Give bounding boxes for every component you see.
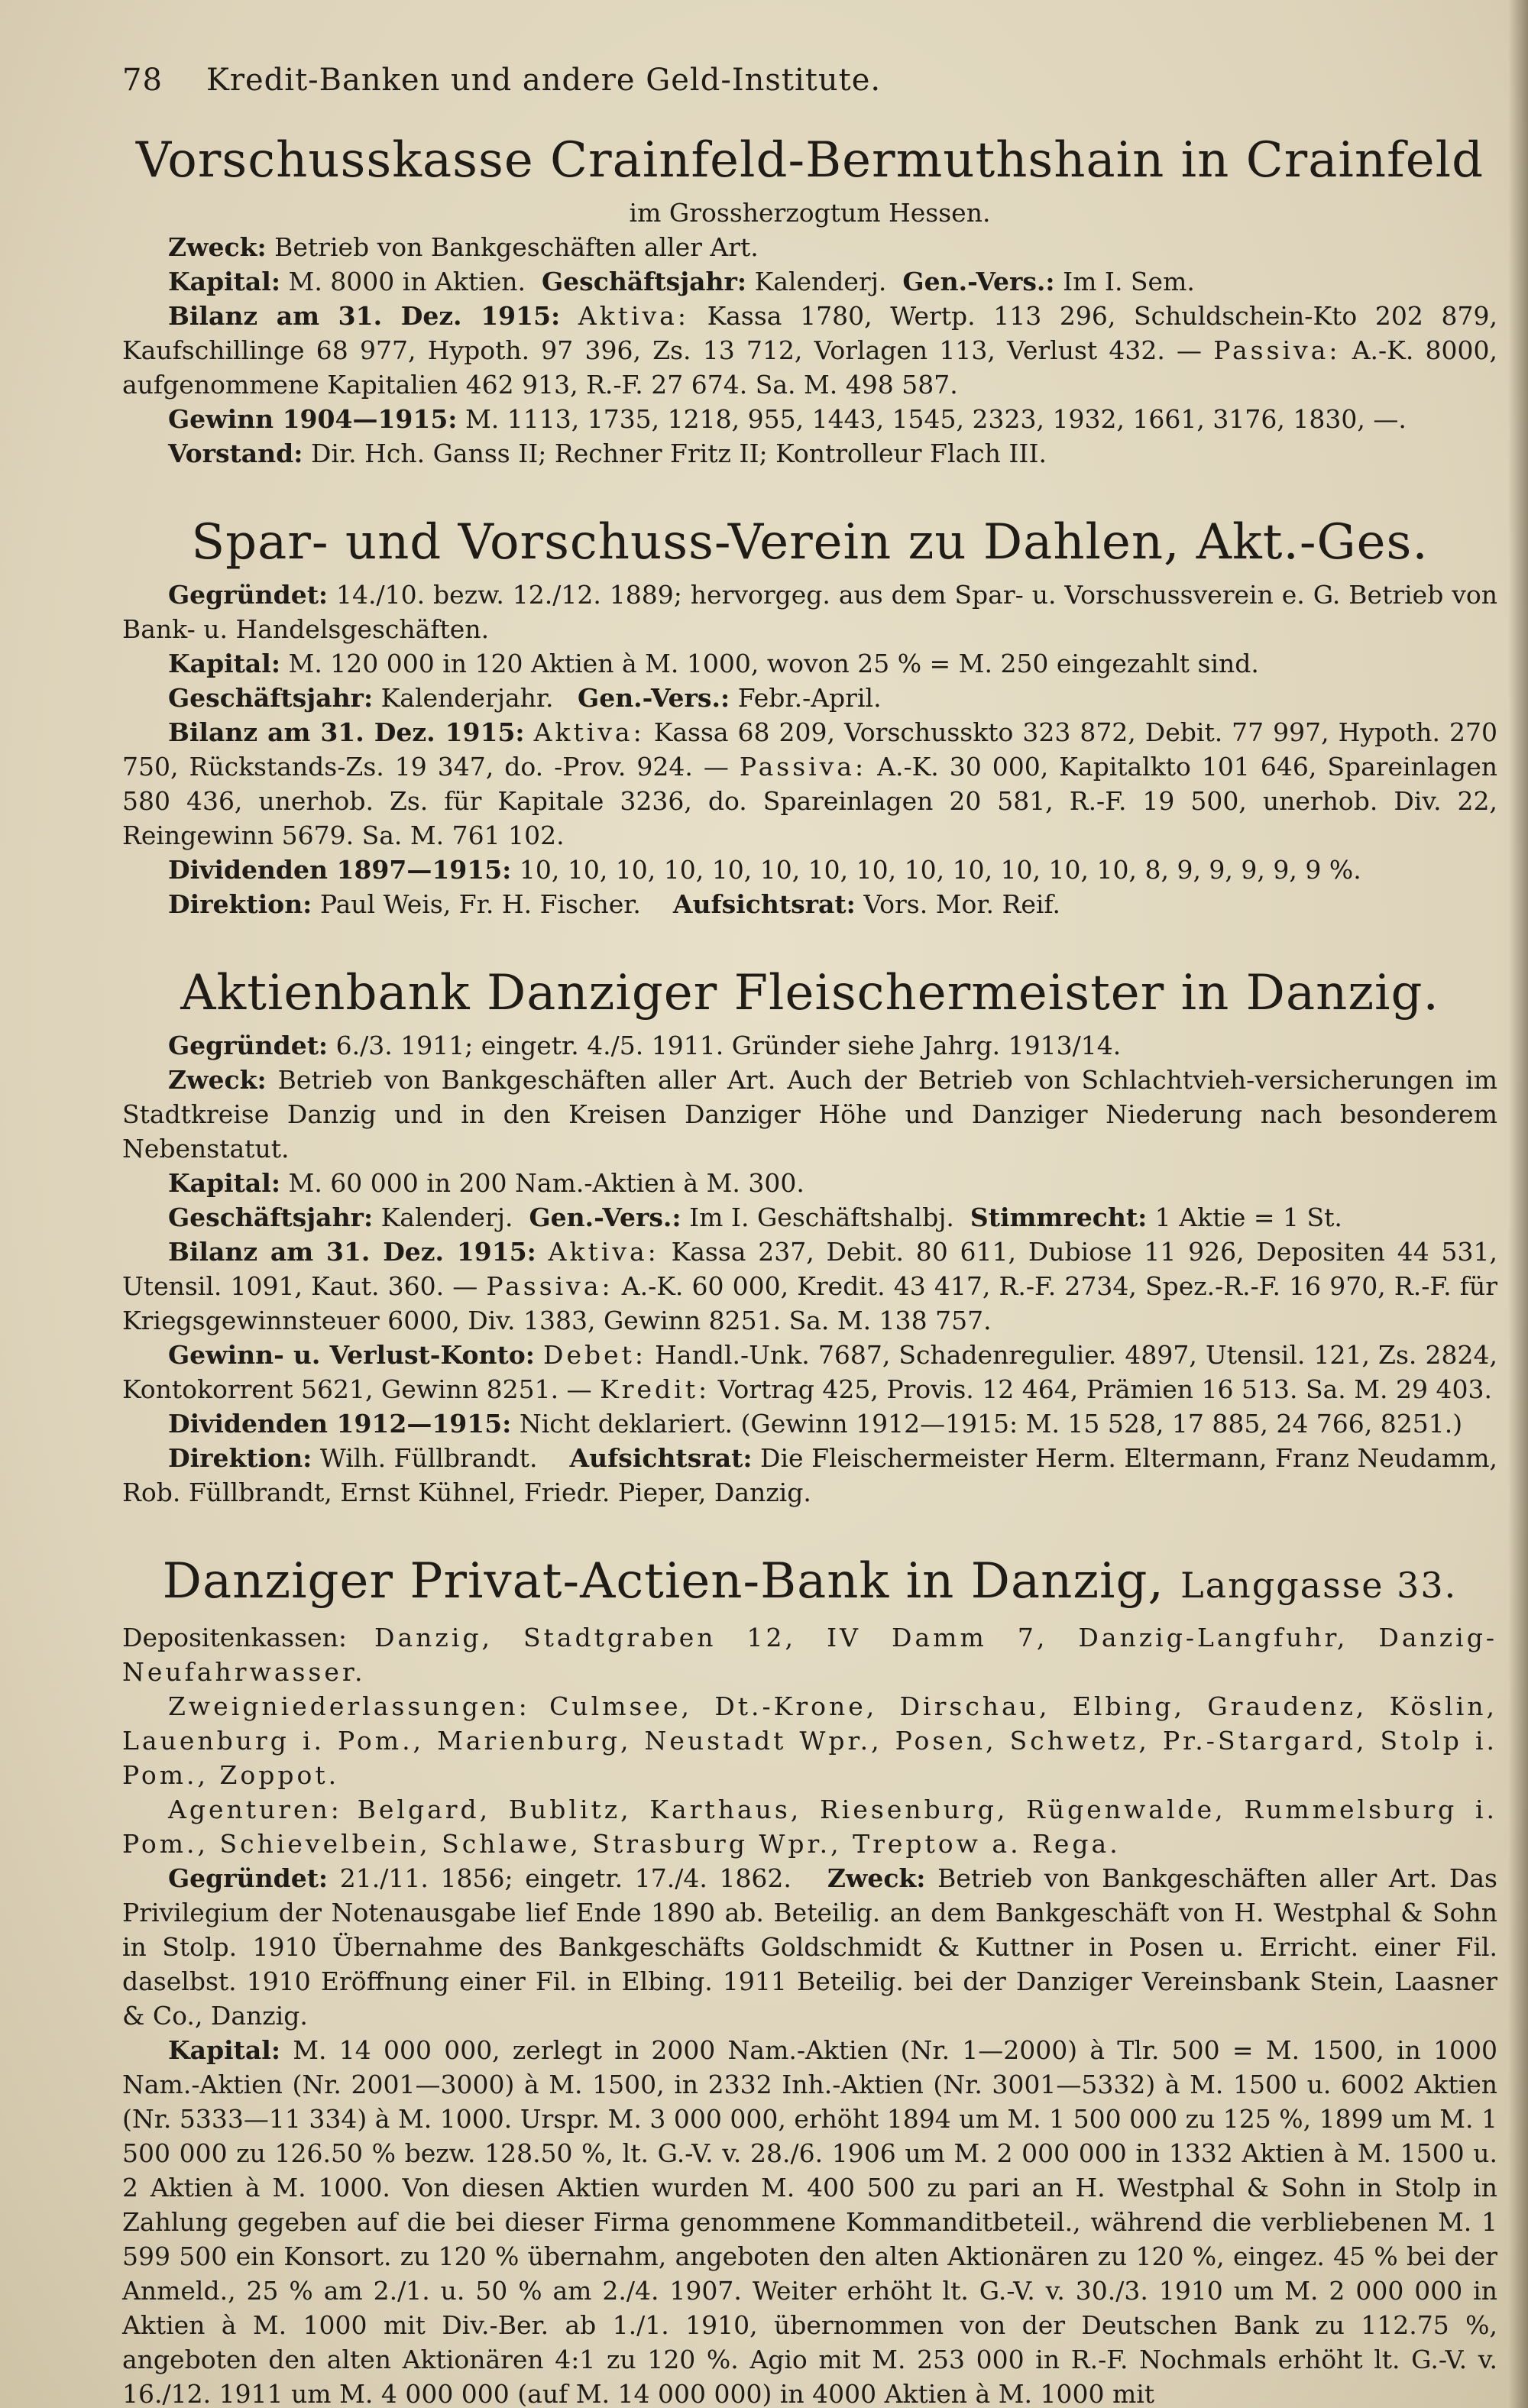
gegruendet-paragraph: Gegründet: 14./10. bezw. 12./12. 1889; hervorgeg. aus dem Spar- u. Vorschussverein e. G. Betrieb von Bank- u. Handelsgeschäften. xyxy=(122,580,1497,644)
page-number: 78 xyxy=(122,63,163,98)
zweigniederlassungen-paragraph: Zweigniederlassungen: Culmsee, Dt.-Krone, Dirschau, Elbing, Graudenz, Köslin, Lauenburg i. Pom., Marienburg, Neustadt Wpr., Posen, Schwetz, Pr.-Stargard, Stolp i. Pom., Zoppot. xyxy=(122,1691,1497,1790)
entry-title xyxy=(122,1549,1497,1617)
entry-subtitle: im Grossherzogtum Hessen. xyxy=(629,198,991,228)
entry-danziger-privat-actien-bank xyxy=(122,1549,1497,2408)
gegruendet-paragraph: Gegründet: 6./3. 1911; eingetr. 4./5. 1911. Gründer siehe Jahrg. 1913/14. xyxy=(168,1031,1122,1060)
agenturen-paragraph: Agenturen: Belgard, Bublitz, Karthaus, Riesenburg, Rügenwalde, Rummelsburg i. Pom., Schievelbein, Schlawe, Strasburg Wpr., Treptow a. Rega. xyxy=(122,1795,1497,1859)
kapital-paragraph: Kapital: M. 60 000 in 200 Nam.-Aktien à M. 300. xyxy=(168,1168,804,1198)
gegruendet-paragraph: Gegründet: 21./11. 1856; eingetr. 17./4. 1862. Zweck: Betrieb von Bankgeschäften aller Art. Das Privilegium der Notenausgabe lief Ende 1890 ab. Beteilig. an dem Bankgeschäft von H. Westphal & Sohn in Stolp. 1910 Übernahme des Bankgeschäfts Goldschmidt & Kuttner in Posen u. Erricht. einer Fil. daselbst. 1910 Eröffnung einer Fil. in Elbing. 1911 Beteilig. bei der Danziger Vereinsbank Stein, Laasner & Co., Danzig. xyxy=(122,1863,1497,2031)
direktion-paragraph: Direktion: Wilh. Füllbrandt. Aufsichtsrat: Die Fleischermeister Herm. Eltermann, Franz Neudamm, Rob. Füllbrandt, Ernst Kühnel, Friedr. Pieper, Danzig. xyxy=(122,1443,1497,1507)
entry-spar-vorschuss-dahlen xyxy=(122,510,1497,921)
bilanz-paragraph: Bilanz am 31. Dez. 1915: Aktiva: Kassa 237, Debit. 80 611, Dubiose 11 926, Depositen 44 531, Utensil. 1091, Kaut. 360. — Passiva: A.-K. 60 000, Kredit. 43 417, R.-F. 2734, Spez.-R.-F. 16 970, R.-F. für Kriegsgewinnsteuer 6000, Div. 1383, Gewinn 8251. Sa. M. 138 757. xyxy=(122,1237,1497,1335)
geschaeftsjahr-paragraph: Geschäftsjahr: Kalenderjahr. Gen.-Vers.: Febr.-April. xyxy=(168,683,882,713)
text-column xyxy=(122,128,1497,2408)
bilanz-paragraph: Bilanz am 31. Dez. 1915: Aktiva: Kassa 68 209, Vorschusskto 323 872, Debit. 77 997, Hypoth. 270 750, Rückstands-Zs. 19 347, do. -Prov. 924. — Passiva: A.-K. 30 000, Kapitalkto 101 646, Spareinlagen 580 436, unerhob. Zs. für Kapitale 3236, do. Spareinlagen 20 581, R.-F. 19 500, unerhob. Div. 22, Reingewinn 5679. Sa. M. 761 102. xyxy=(122,717,1498,850)
dividenden-paragraph: Dividenden 1912—1915: Nicht deklariert. (Gewinn 1912—1915: M. 15 528, 17 885, 24 766, 8251.) xyxy=(168,1409,1463,1439)
entry-title: Aktienbank Danziger Fleischermeister in Danzig. xyxy=(180,965,1439,1021)
dividenden-paragraph: Dividenden 1897—1915: 10, 10, 10, 10, 10, 10, 10, 10, 10, 10, 10, 10, 10, 8, 9, 9, 9, 9, 9 %. xyxy=(168,855,1361,885)
running-header xyxy=(122,63,1497,116)
bilanz-paragraph: Bilanz am 31. Dez. 1915: Aktiva: Kassa 1780, Wertp. 113 296, Schuldschein-Kto 202 879, Kaufschillinge 68 977, Hypoth. 97 396, Zs. 13 712, Vorlagen 113, Verlust 432. — Passiva: A.-K. 8000, aufgenommene Kapitalien 462 913, R.-F. 27 674. Sa. M. 498 587. xyxy=(122,301,1497,400)
entry-aktienbank-danziger-fleischermeister xyxy=(122,961,1497,1510)
entry-title: Spar- und Vorschuss-Verein zu Dahlen, Akt.-Ges. xyxy=(191,514,1429,571)
direktion-paragraph: Direktion: Paul Weis, Fr. H. Fischer. Aufsichtsrat: Vors. Mor. Reif. xyxy=(168,889,1060,919)
kapital-paragraph: Kapital: M. 8000 in Aktien. Geschäftsjahr: Kalenderj. Gen.-Vers.: Im I. Sem. xyxy=(168,267,1195,296)
kapital-paragraph: Kapital: M. 120 000 in 120 Aktien à M. 1000, wovon 25 % = M. 250 eingezahlt sind. xyxy=(168,649,1259,678)
gewinn-paragraph: Gewinn 1904—1915: M. 1113, 1735, 1218, 955, 1443, 1545, 2323, 1932, 1661, 3176, 1830, —. xyxy=(168,404,1407,434)
guv-paragraph: Gewinn- u. Verlust-Konto: Debet: Handl.-Unk. 7687, Schadenregulier. 4897, Utensil. 121, Zs. 2824, Kontokorrent 5621, Gewinn 8251. — Kredit: Vortrag 425, Provis. 12 464, Prämien 16 513. Sa. M. 29 403. xyxy=(122,1340,1497,1404)
page-edge-shadow xyxy=(1508,0,1528,2408)
entry-title: Vorschusskasse Crainfeld-Bermuthshain in Crainfeld xyxy=(135,132,1484,189)
zweck-paragraph: Zweck: Betrieb von Bankgeschäften aller Art. Auch der Betrieb von Schlachtvieh-versicherungen im Stadtkreise Danzig und in den Kreisen Danziger Höhe und Danziger Niederung nach besonderem Nebenstatut. xyxy=(122,1065,1497,1164)
entry-title-address: Langgasse 33. xyxy=(1180,1565,1458,1606)
running-title: Kredit-Banken und andere Geld-Institute. xyxy=(206,63,882,98)
kapital-paragraph: Kapital: M. 14 000 000, zerlegt in 2000 Nam.-Aktien (Nr. 1—2000) à Tlr. 500 = M. 1500, in 1000 Nam.-Aktien (Nr. 2001—3000) à M. 1500, in 2332 Inh.-Aktien (Nr. 3001—5332) à M. 1500 u. 6002 Aktien (Nr. 5333—11 334) à M. 1000. Urspr. M. 3 000 000, erhöht 1894 um M. 1 500 000 zu 125 %, 1899 um M. 1 500 000 zu 126.50 % bezw. 128.50 %, lt. G.-V. v. 28./6. 1906 um M. 2 000 000 in 1332 Aktien à M. 1500 u. 2 Aktien à M. 1000. Von diesen Aktien wurden M. 400 500 zu pari an H. Westphal & Sohn in Stolp in Zahlung gegeben auf die bei dieser Firma genommene Kommanditbeteil., während die verbliebenen M. 1 599 500 ein Konsort. zu 120 % übernahm, angeboten den alten Aktionären zu 120 %, eingez. 45 % bei der Anmeld., 25 % am 2./1. u. 50 % am 2./4. 1907. Weiter erhöht lt. G.-V. v. 30./3. 1910 um M. 2 000 000 in Aktien à M. 1000 mit Div.-Ber. ab 1./1. 1910, übernommen von der Deutschen Bank zu 112.75 %, angeboten den alten Aktionären 4:1 zu 120 %. Agio mit M. 253 000 in R.-F. Nochmals erhöht lt. G.-V. v. 16./12. 1911 um M. 4 000 000 (auf M. 14 000 000) in 4000 Aktien à M. 1000 mit xyxy=(122,2035,1497,2408)
geschaeftsjahr-paragraph: Geschäftsjahr: Kalenderj. Gen.-Vers.: Im I. Geschäftshalbj. Stimmrecht: 1 Aktie = 1 St. xyxy=(168,1202,1342,1232)
entry-vorschusskasse-crainfeld xyxy=(122,128,1497,471)
depositenkassen-paragraph: Depositenkassen: Danzig, Stadtgraben 12, IV Damm 7, Danzig-Langfuhr, Danzig-Neufahrwasser. xyxy=(122,1623,1497,1687)
vorstand-paragraph: Vorstand: Dir. Hch. Ganss II; Rechner Fritz II; Kontrolleur Flach III. xyxy=(168,439,1047,468)
zweck-paragraph: Zweck: Betrieb von Bankgeschäften aller Art. xyxy=(168,232,759,262)
entry-title-main: Danziger Privat-Actien-Bank in Danzig, xyxy=(162,1553,1164,1610)
